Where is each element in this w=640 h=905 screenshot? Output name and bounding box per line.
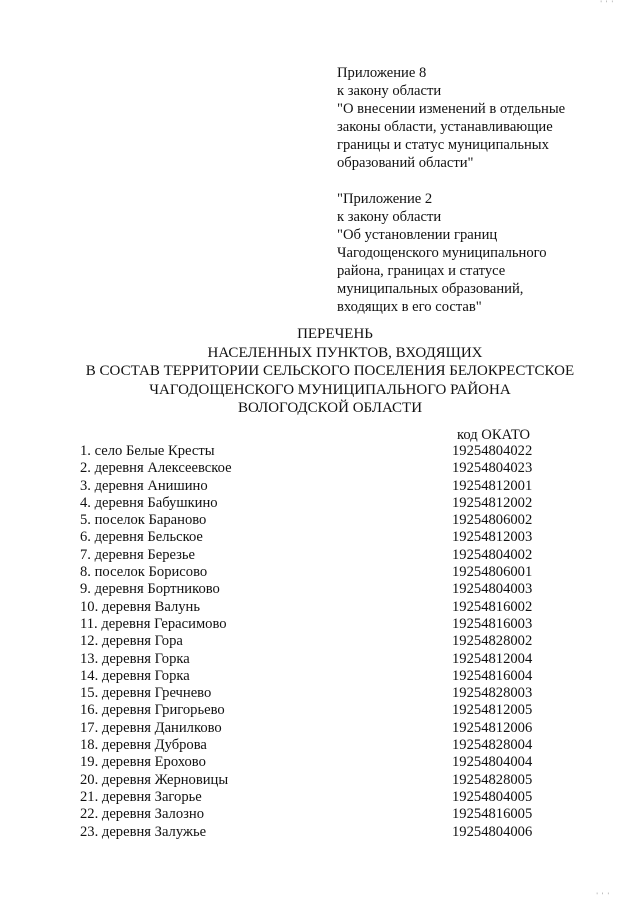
settlement-name: 10. деревня Валунь — [80, 598, 201, 615]
settlement-name: 5. поселок Бараново — [80, 512, 207, 529]
list-item — [80, 460, 560, 477]
appendix-line: законы области, устанавливающие — [337, 119, 553, 135]
settlement-name: 15. деревня Гречнево — [80, 685, 212, 702]
okato-code: 19254806002 — [452, 512, 533, 529]
list-item — [80, 443, 560, 460]
appendix-line: входящих в его состав" — [337, 299, 482, 315]
settlement-name: 7. деревня Березье — [80, 546, 196, 563]
okato-code: 19254804004 — [452, 754, 533, 771]
settlement-name: 14. деревня Горка — [80, 667, 190, 684]
list-item — [80, 789, 560, 806]
okato-code: 19254806001 — [452, 564, 533, 581]
list-item — [80, 564, 560, 581]
okato-code: 19254812003 — [452, 529, 533, 546]
okato-code: 19254804023 — [452, 460, 533, 477]
list-item — [80, 737, 560, 754]
settlement-name: 16. деревня Григорьево — [80, 702, 225, 719]
appendix-line: Приложение 8 — [337, 65, 427, 81]
appendix-block-original — [337, 190, 627, 316]
appendix-block-amendment — [337, 64, 627, 172]
settlement-name: 1. село Белые Кресты — [80, 443, 215, 459]
okato-code: 19254816005 — [452, 806, 533, 823]
settlement-name: 17. деревня Данилково — [80, 719, 222, 736]
settlement-name: 2. деревня Алексеевское — [80, 460, 232, 477]
settlement-name: 20. деревня Жерновицы — [80, 771, 229, 788]
settlement-name: 13. деревня Горка — [80, 650, 190, 667]
settlement-name: 9. деревня Бортниково — [80, 581, 220, 598]
settlement-name: 11. деревня Герасимово — [80, 615, 227, 632]
list-item — [80, 616, 560, 633]
okato-code: 19254812004 — [452, 650, 533, 667]
okato-code: 19254828004 — [452, 737, 533, 754]
list-item — [80, 478, 560, 495]
settlement-name: 3. деревня Анишино — [80, 477, 208, 494]
okato-code: 19254812002 — [452, 494, 533, 511]
list-item — [80, 685, 560, 702]
title-line: В СОСТАВ ТЕРРИТОРИИ СЕЛЬСКОГО ПОСЕЛЕНИЯ БЕЛОКРЕСТСКОЕ — [85, 363, 575, 379]
okato-code: 19254816002 — [452, 598, 533, 615]
okato-column-header: код ОКАТО — [457, 427, 531, 443]
settlement-name: 22. деревня Залозно — [80, 806, 204, 823]
okato-code: 19254812005 — [452, 702, 533, 719]
okato-code: 19254816004 — [452, 667, 533, 684]
title-line: ВОЛОГОДСКОЙ ОБЛАСТИ — [237, 400, 423, 416]
okato-code: 19254828003 — [452, 685, 533, 702]
appendix-line: "Об установлении границ — [337, 227, 498, 243]
settlement-name: 4. деревня Бабушкино — [80, 494, 218, 511]
settlement-name: 19. деревня Ерохово — [80, 754, 206, 771]
list-item — [80, 547, 560, 564]
title-line: ПЕРЕЧЕНЬ — [297, 326, 373, 342]
list-item — [80, 512, 560, 529]
list-item — [80, 633, 560, 650]
okato-code: 19254812006 — [452, 719, 533, 736]
list-item — [80, 668, 560, 685]
list-item — [80, 754, 560, 771]
list-item — [80, 599, 560, 616]
page-corner-mark-bottom: ' ' ' — [596, 892, 610, 899]
list-item — [80, 806, 560, 823]
appendix-line: образований области" — [337, 155, 474, 171]
okato-code: 19254804003 — [452, 581, 533, 598]
appendix-line: района, границах и статусе — [337, 263, 506, 279]
okato-code: 19254828005 — [452, 771, 533, 788]
settlement-name: 21. деревня Загорье — [80, 788, 202, 805]
appendix-line: "О внесении изменений в отдельные — [337, 101, 566, 117]
appendix-header — [337, 64, 627, 316]
title-line: ЧАГОДОЩЕНСКОГО МУНИЦИПАЛЬНОГО РАЙОНА — [149, 381, 511, 398]
page-corner-mark-top: ' ' ' — [600, 0, 614, 7]
okato-code: 19254828002 — [452, 633, 533, 650]
list-item — [80, 529, 560, 546]
okato-code: 19254812001 — [452, 477, 533, 494]
appendix-line: к закону области — [337, 209, 442, 225]
appendix-line: "Приложение 2 — [337, 191, 433, 207]
document-title — [0, 325, 640, 418]
appendix-line: муниципальных образований, — [337, 281, 524, 297]
appendix-line: Чагодощенского муниципального — [337, 245, 547, 261]
settlement-name: 23. деревня Залужье — [80, 823, 207, 840]
appendix-line: к закону области — [337, 83, 442, 99]
list-item — [80, 702, 560, 719]
appendix-line: границы и статус муниципальных — [337, 137, 549, 153]
okato-code: 19254804002 — [452, 546, 533, 563]
list-item — [80, 824, 560, 841]
okato-code: 19254804022 — [452, 443, 533, 459]
list-item — [80, 495, 560, 512]
okato-code: 19254804006 — [452, 823, 533, 840]
settlement-name: 12. деревня Гора — [80, 633, 183, 650]
list-item — [80, 720, 560, 737]
okato-code: 19254804005 — [452, 788, 533, 805]
settlement-name: 18. деревня Дуброва — [80, 737, 207, 754]
list-item — [80, 772, 560, 789]
list-item — [80, 651, 560, 668]
okato-code: 19254816003 — [452, 615, 533, 632]
title-line: НАСЕЛЕННЫХ ПУНКТОВ, ВХОДЯЩИХ — [207, 344, 483, 361]
settlement-list — [80, 443, 560, 841]
settlement-name: 6. деревня Бельское — [80, 529, 203, 546]
settlement-name: 8. поселок Борисово — [80, 564, 208, 581]
list-item — [80, 581, 560, 598]
